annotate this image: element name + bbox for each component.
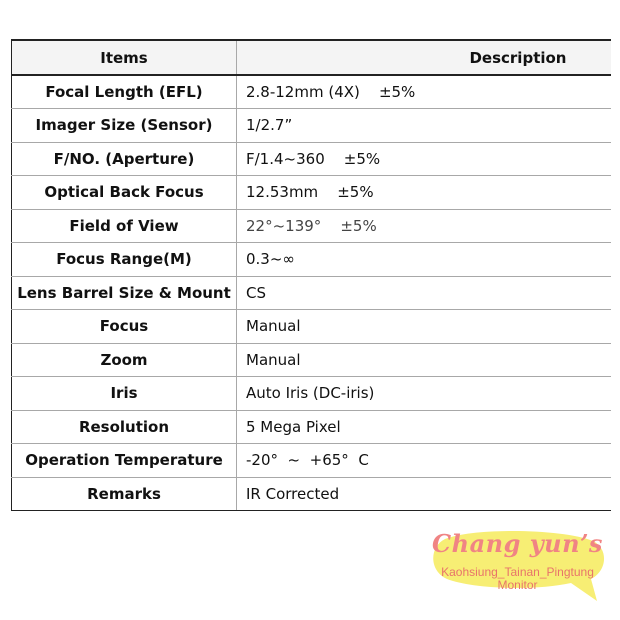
item-cell: Iris: [12, 377, 237, 411]
description-cell: 12.53mm ±5%: [237, 176, 611, 210]
table-row: [12, 142, 611, 176]
header-row: [12, 40, 611, 75]
table-row: [12, 310, 611, 344]
table-row: [12, 176, 611, 210]
watermark-line-1: Kaohsiung_Tainan_Pingtung: [441, 565, 594, 579]
table-row: [12, 75, 611, 109]
item-cell: Resolution: [12, 410, 237, 444]
watermark-subtitle: [425, 566, 610, 592]
table-row: [12, 477, 611, 511]
item-cell: Focus: [12, 310, 237, 344]
description-cell: CS: [237, 276, 611, 310]
item-cell: Field of View: [12, 209, 237, 243]
description-cell: 1/2.7”: [237, 109, 611, 143]
item-cell: Operation Temperature: [12, 444, 237, 478]
description-cell: 5 Mega Pixel: [237, 410, 611, 444]
watermark-line-2: Monitor: [497, 578, 538, 592]
table-row: [12, 410, 611, 444]
item-cell: Focus Range(M): [12, 243, 237, 277]
description-column-header: Description: [237, 40, 611, 75]
item-cell: F/NO. (Aperture): [12, 142, 237, 176]
description-cell: Manual: [237, 310, 611, 344]
item-cell: Lens Barrel Size & Mount: [12, 276, 237, 310]
watermark-logo: [425, 525, 610, 605]
item-cell: Zoom: [12, 343, 237, 377]
description-cell: 0.3~∞: [237, 243, 611, 277]
watermark-brand: Chang yun’s: [432, 529, 603, 558]
description-cell: Auto Iris (DC-iris): [237, 377, 611, 411]
table-row: [12, 243, 611, 277]
table-row: [12, 343, 611, 377]
table-row: [12, 109, 611, 143]
description-cell: Manual: [237, 343, 611, 377]
table-row: [12, 377, 611, 411]
table-row: [12, 444, 611, 478]
description-cell: 2.8-12mm (4X) ±5%: [237, 75, 611, 109]
description-cell: F/1.4~360 ±5%: [237, 142, 611, 176]
item-cell: Optical Back Focus: [12, 176, 237, 210]
description-cell: IR Corrected: [237, 477, 611, 511]
table-row: [12, 209, 611, 243]
description-cell: -20° ~ +65° C: [237, 444, 611, 478]
items-column-header: Items: [12, 40, 237, 75]
description-cell: 22°~139° ±5%: [237, 209, 611, 243]
table-row: [12, 276, 611, 310]
item-cell: Remarks: [12, 477, 237, 511]
item-cell: Focal Length (EFL): [12, 75, 237, 109]
spec-table: [11, 39, 611, 511]
item-cell: Imager Size (Sensor): [12, 109, 237, 143]
